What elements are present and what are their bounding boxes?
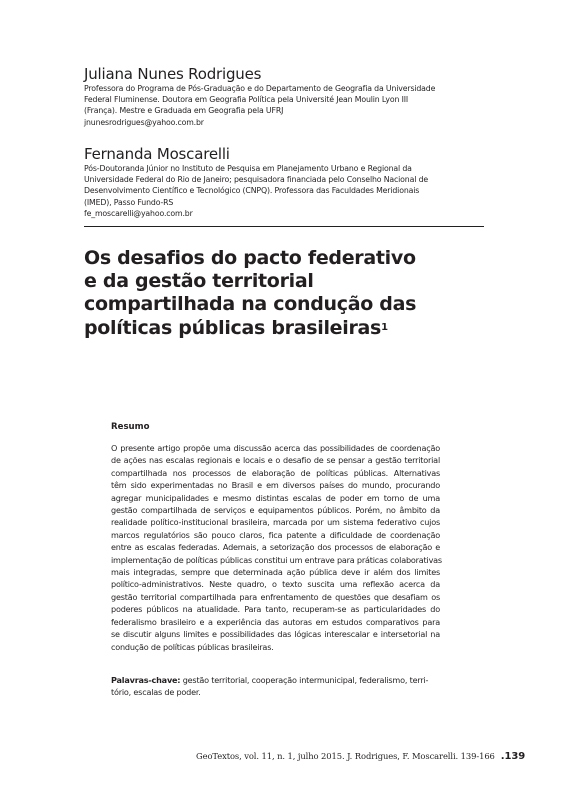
title-line: e da gestão territorial <box>84 270 314 293</box>
keywords-line: tório, escalas de poder. <box>111 687 201 698</box>
abstract-line: realidade político-institucional brasileira, marcada por um sistema federativo cujos <box>111 517 440 528</box>
author-affiliation-line: Desenvolvimento Científico e Tecnológico (CNPQ). Professora das Faculdades Meridionais <box>84 186 420 196</box>
keywords-line <box>111 674 440 686</box>
abstract-line: político-administrativos. Neste quadro, o texto suscita uma reflexão acerca da <box>111 579 440 590</box>
abstract-line: mais integradas, sempre que determinada ação pública deve ir além dos limites <box>111 567 440 578</box>
keywords-label: Palavras-chave: <box>111 675 181 685</box>
abstract-line: se discutir alguns limites e possibilidades das lógicas interescalar e intersetorial na <box>111 629 440 640</box>
author-affiliation-line: Universidade Federal do Rio de Janeiro; pesquisadora financiada pelo Conselho Nacional de <box>84 175 429 185</box>
title-line: compartilhada na condução das <box>84 293 417 316</box>
abstract-line: implementação de políticas públicas constitui um entrave para práticas colaborativas <box>111 554 442 565</box>
abstract-line: marcos regulatórios são pouco claros, fica patente a dificuldade de coordenação <box>111 529 440 540</box>
abstract-line: poderes públicos na atualidade. Para tanto, recuperam-se as particularidades do <box>111 604 440 615</box>
keywords <box>111 674 440 699</box>
abstract-line: de ações nas escalas regionais e locais e o desafio de se pensar a gestão territorial <box>111 455 440 466</box>
abstract-body <box>111 442 440 653</box>
header-divider <box>84 226 484 227</box>
abstract-heading: Resumo <box>111 422 150 432</box>
abstract-line: entre as escalas federadas. Ademais, a setorização dos processos de elaboração e <box>111 542 440 553</box>
author-affiliation-line: (França). Mestre e Graduada em Geografia pela UFRJ <box>84 106 284 116</box>
article-title <box>84 247 504 340</box>
author-email: jnunesrodrigues@yahoo.com.br <box>84 117 204 127</box>
title-line: Os desafios do pacto federativo <box>84 247 416 269</box>
footnote-marker: 1 <box>381 321 388 333</box>
abstract-line: têm sido experimentadas no Brasil e em diversos países do mundo, procurando <box>111 480 440 491</box>
title-line-last <box>84 317 504 340</box>
footer-citation: GeoTextos, vol. 11, n. 1, julho 2015. J. Rodrigues, F. Moscarelli. 139-166 <box>196 751 495 761</box>
author-affiliation-line: (IMED), Passo Fundo-RS <box>84 197 174 207</box>
title-line-text: políticas públicas brasileiras <box>84 316 382 339</box>
page-footer <box>196 751 526 762</box>
author-affiliation-line: Federal Fluminense. Doutora em Geografia Política pela Université Jean Moulin Lyon III <box>84 95 409 105</box>
author-affiliation-line: Pós-Doutoranda Júnior no Instituto de Pesquisa em Planejamento Urbano e Regional da <box>84 164 412 173</box>
abstract-line: federalismo brasileiro e a experiência das autoras em estudos comparativos para <box>111 616 440 627</box>
author-name: Fernanda Moscarelli <box>84 145 230 163</box>
abstract-line: gestão territorial compartilhada para enfrentamento de questões que desafiam os <box>111 591 440 602</box>
author-name: Juliana Nunes Rodrigues <box>84 65 262 83</box>
author-block-1 <box>84 65 484 128</box>
abstract-line: condução de políticas públicas brasileiras. <box>111 641 274 652</box>
abstract-line: agregar municipalidades e mesmo distintas escalas de poder em torno de uma <box>111 492 440 503</box>
abstract-line: O presente artigo propõe uma discussão acerca das possibilidades de coordenação <box>111 443 440 453</box>
author-affiliation-line: Professora do Programa de Pós-Graduação e do Departamento de Geografia da Universidade <box>84 84 436 93</box>
author-block-2 <box>84 145 484 219</box>
keywords-text: gestão territorial, cooperação intermunicipal, federalismo, terri- <box>180 675 429 685</box>
author-affiliation <box>84 83 484 128</box>
abstract-line: compartilhada nos processos de elaboração de políticas públicas. Alternativas <box>111 467 440 478</box>
author-affiliation <box>84 163 484 219</box>
page-number: .139 <box>500 751 526 762</box>
abstract-line: gestão compartilhada de serviços e equipamentos públicos. Porém, no âmbito da <box>111 505 440 516</box>
author-email: fe_moscarelli@yahoo.com.br <box>84 208 193 218</box>
